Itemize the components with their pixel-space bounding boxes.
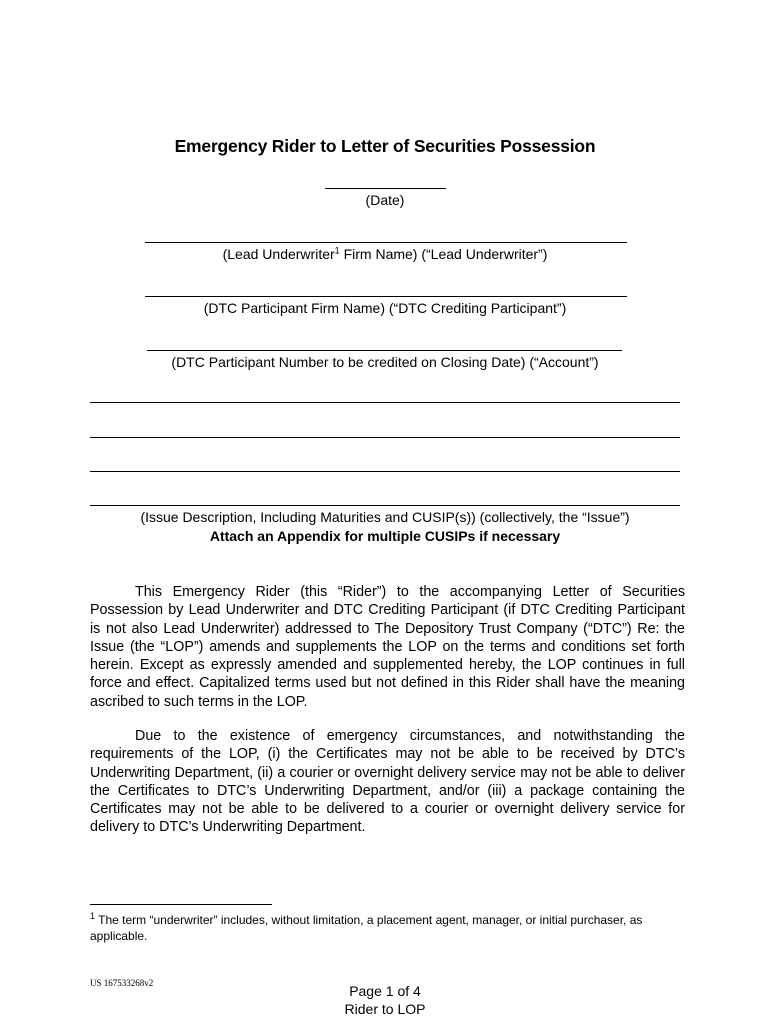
- footnote-separator: [90, 904, 272, 905]
- page-footer: [0, 982, 770, 1018]
- paragraph-emergency-circumstances: Due to the existence of emergency circumstances, and notwithstanding the requirements of the LOP, (i) the Certificates may not be able to be received by DTC’s Underwriting Department, (ii) a courier or overnight delivery service may not be able to deliver the Certificates to DTC’s Underwriting Department, and/or (iii) a package containing the Certificates may not be able to be delivered to a courier or overnight delivery service for delivery to DTC’s Underwriting Department.: [90, 728, 685, 836]
- issue-blank-line: [90, 471, 680, 472]
- account-caption: (DTC Participant Number to be credited on Closing Date) (“Account”): [171, 354, 599, 370]
- document-title: Emergency Rider to Letter of Securities Possession: [174, 136, 596, 156]
- lead-underwriter-caption: (Lead Underwriter$^1$ Firm Name) (“Lead Underwriter”): [222, 245, 548, 262]
- account-blank-line: [147, 350, 622, 351]
- issue-blank-line: [90, 505, 680, 506]
- issue-blank-line: [90, 437, 680, 438]
- issue-blank-line: [90, 402, 680, 403]
- page-number: Page 1 of 4: [349, 983, 421, 999]
- dtc-participant-caption: (DTC Participant Firm Name) (“DTC Crediting Participant”): [203, 300, 567, 316]
- lead-underwriter-blank-line: [145, 242, 627, 243]
- date-caption: (Date): [365, 192, 405, 208]
- footnote: $^1$ The term “underwriter” includes, without limitation, a placement agent, manager, or initial purchaser, as applicable.: [90, 911, 643, 943]
- dtc-participant-blank-line: [145, 296, 627, 297]
- paragraph-rider-scope: This Emergency Rider (this “Rider”) to the accompanying Letter of Securities Possession by Lead Underwriter and DTC Crediting Participant (if DTC Crediting Participant is not also Lead Underwriter) addressed to The Depository Trust Company (“DTC”) Re: the Issue (the “LOP”) amends and supplements the LOP on the terms and conditions set forth herein. Except as expressly amended and supplemented hereby, the LOP continues in full force and effect. Capitalized terms used but not defined in this Rider shall have the meaning ascribed to such terms in the LOP.: [90, 584, 685, 710]
- document-id: US 167533268v2: [90, 978, 154, 988]
- issue-caption: (Issue Description, Including Maturities and CUSIP(s)) (collectively, the “Issue”): [140, 509, 630, 525]
- page-label: Rider to LOP: [344, 1001, 426, 1017]
- footnote-ref: 1: [334, 245, 340, 256]
- date-blank-line: [325, 188, 446, 189]
- appendix-note: Attach an Appendix for multiple CUSIPs if necessary: [209, 528, 561, 544]
